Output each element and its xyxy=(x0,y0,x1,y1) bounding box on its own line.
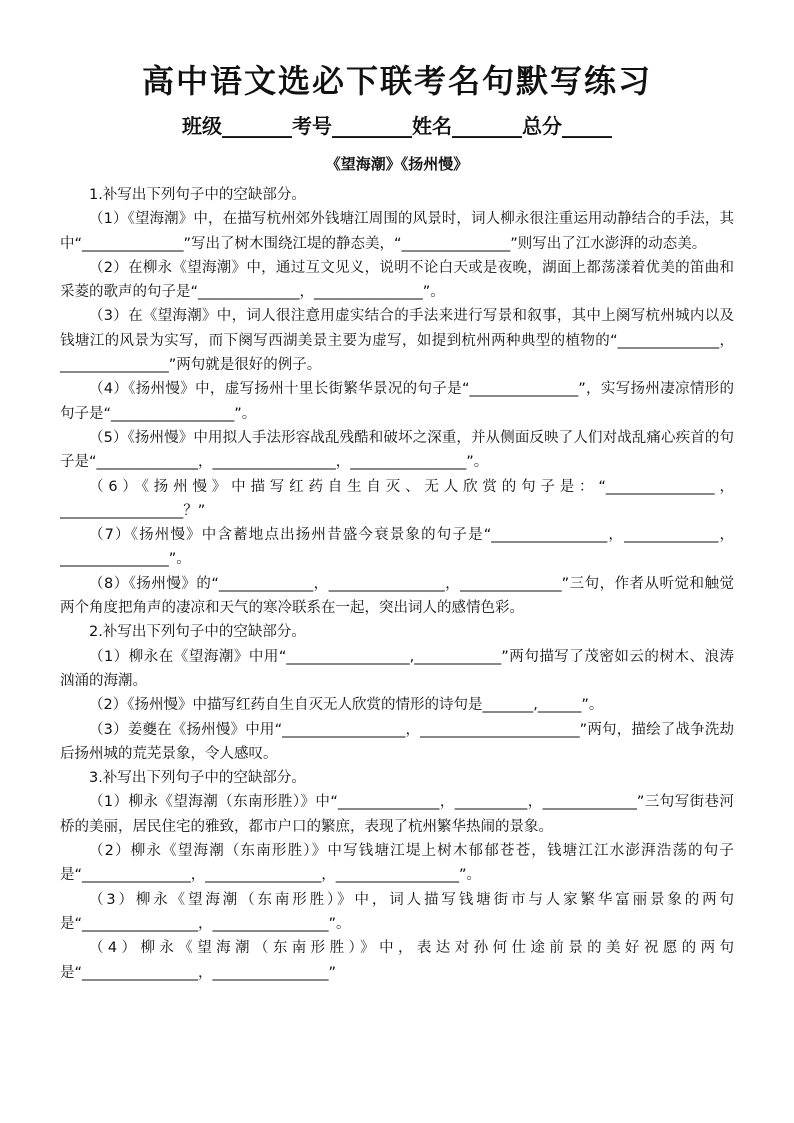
question-item: （3）柳永《望海潮（东南形胜）》中，词人描写钱塘街市与人家繁华富丽景象的两句是“________________，________________”。 xyxy=(60,891,734,932)
question-group-2-heading: 2.补写出下列句子中的空缺部分。 xyxy=(89,624,306,641)
question-item: （1）柳永在《望海潮》中用“_________________,____________”两句描写了茂密如云的树木、浪涛汹涌的海潮。 xyxy=(60,648,734,689)
question-item: （1）柳永《望海潮（东南形胜）》中“______________，__________，_____________”三句写街巷河桥的美丽，居民住宅的雅致，都市户口的繁庶，表现了杭州繁华热闹的景象。 xyxy=(60,794,734,835)
question-item: （4）《扬州慢》中，虚写扬州十里长街繁华景况的句子是“_______________”，实写扬州凄凉情形的句子是“_________________”。 xyxy=(60,381,734,422)
question-item: （2）柳永《望海潮（东南形胜）》中写钱塘江堤上树木郁郁苍苍，钱塘江江水澎湃浩荡的句子是“_______________，________________，_________________”。 xyxy=(60,843,734,884)
question-item: （6）《扬州慢》中描写红药自生自灭、无人欣赏的句子是：“_______________，_________________？” xyxy=(60,478,734,519)
question-item: （2）在柳永《望海潮》中，通过互文见义，说明不论白天或是夜晚，湖面上都荡漾着优美的笛曲和采菱的歌声的句子是“______________，_______________”。 xyxy=(60,259,734,301)
question-item: （5）《扬州慢》中用拟人手法形容战乱残酷和破坏之深重，并从侧面反映了人们对战乱痛心疾首的句子是“______________，_________________，________________”。 xyxy=(60,429,734,471)
question-item: （1）《望海潮》中，在描写杭州郊外钱塘江周围的风景时，词人柳永很注重运用动静结合的手法，其中“______________”写出了树木围绕江堤的静态美，“_______________”则写出了江水澎湃的动态美。 xyxy=(60,211,734,252)
question-item: （8）《扬州慢》的“_____________，________________，______________”三句，作者从听觉和触觉两个角度把角声的凄凉和天气的寒冷联系在一起，突出词人的感情色彩。 xyxy=(60,575,734,617)
question-group-1-heading: 1.补写出下列句子中的空缺部分。 xyxy=(89,187,306,203)
question-item: （2）《扬州慢》中描写红药自生自灭无人欣赏的情形的诗句是_______,______”。 xyxy=(89,697,604,714)
question-group-3-heading: 3.补写出下列句子中的空缺部分。 xyxy=(89,770,306,787)
exercise-body xyxy=(60,183,734,985)
student-info-line xyxy=(0,110,794,139)
question-item: （4）柳永《望海潮（东南形胜）》中，表达对孙何仕途前景的美好祝愿的两句是“________________，________________” xyxy=(60,940,734,981)
question-item: （7）《扬州慢》中含蓄地点出扬州昔盛今衰景象的句子是“________________，_____________，_______________”。 xyxy=(60,527,734,568)
question-item: （3）在《望海潮》中，词人很注意用虚实结合的手法来进行写景和叙事，其中上阕写杭州城内以及钱塘江的风景为实写，而下阕写西湖美景主要为虚写，如提到杭州两种典型的植物的“______________，_______________”两句就是很好的例子。 xyxy=(60,308,734,374)
question-item: （3）姜夔在《扬州慢》中用“_________________，______________________”两句，描绘了战争洗劫后扬州城的荒芜景象，令人感叹。 xyxy=(60,721,734,762)
page-title: 高中语文选必下联考名句默写练习 xyxy=(141,62,652,100)
student-info-text: 班级_______考号________姓名_______总分_____ xyxy=(182,114,612,138)
section-subtitle: 《望海潮》《扬州慢》 xyxy=(325,155,469,173)
